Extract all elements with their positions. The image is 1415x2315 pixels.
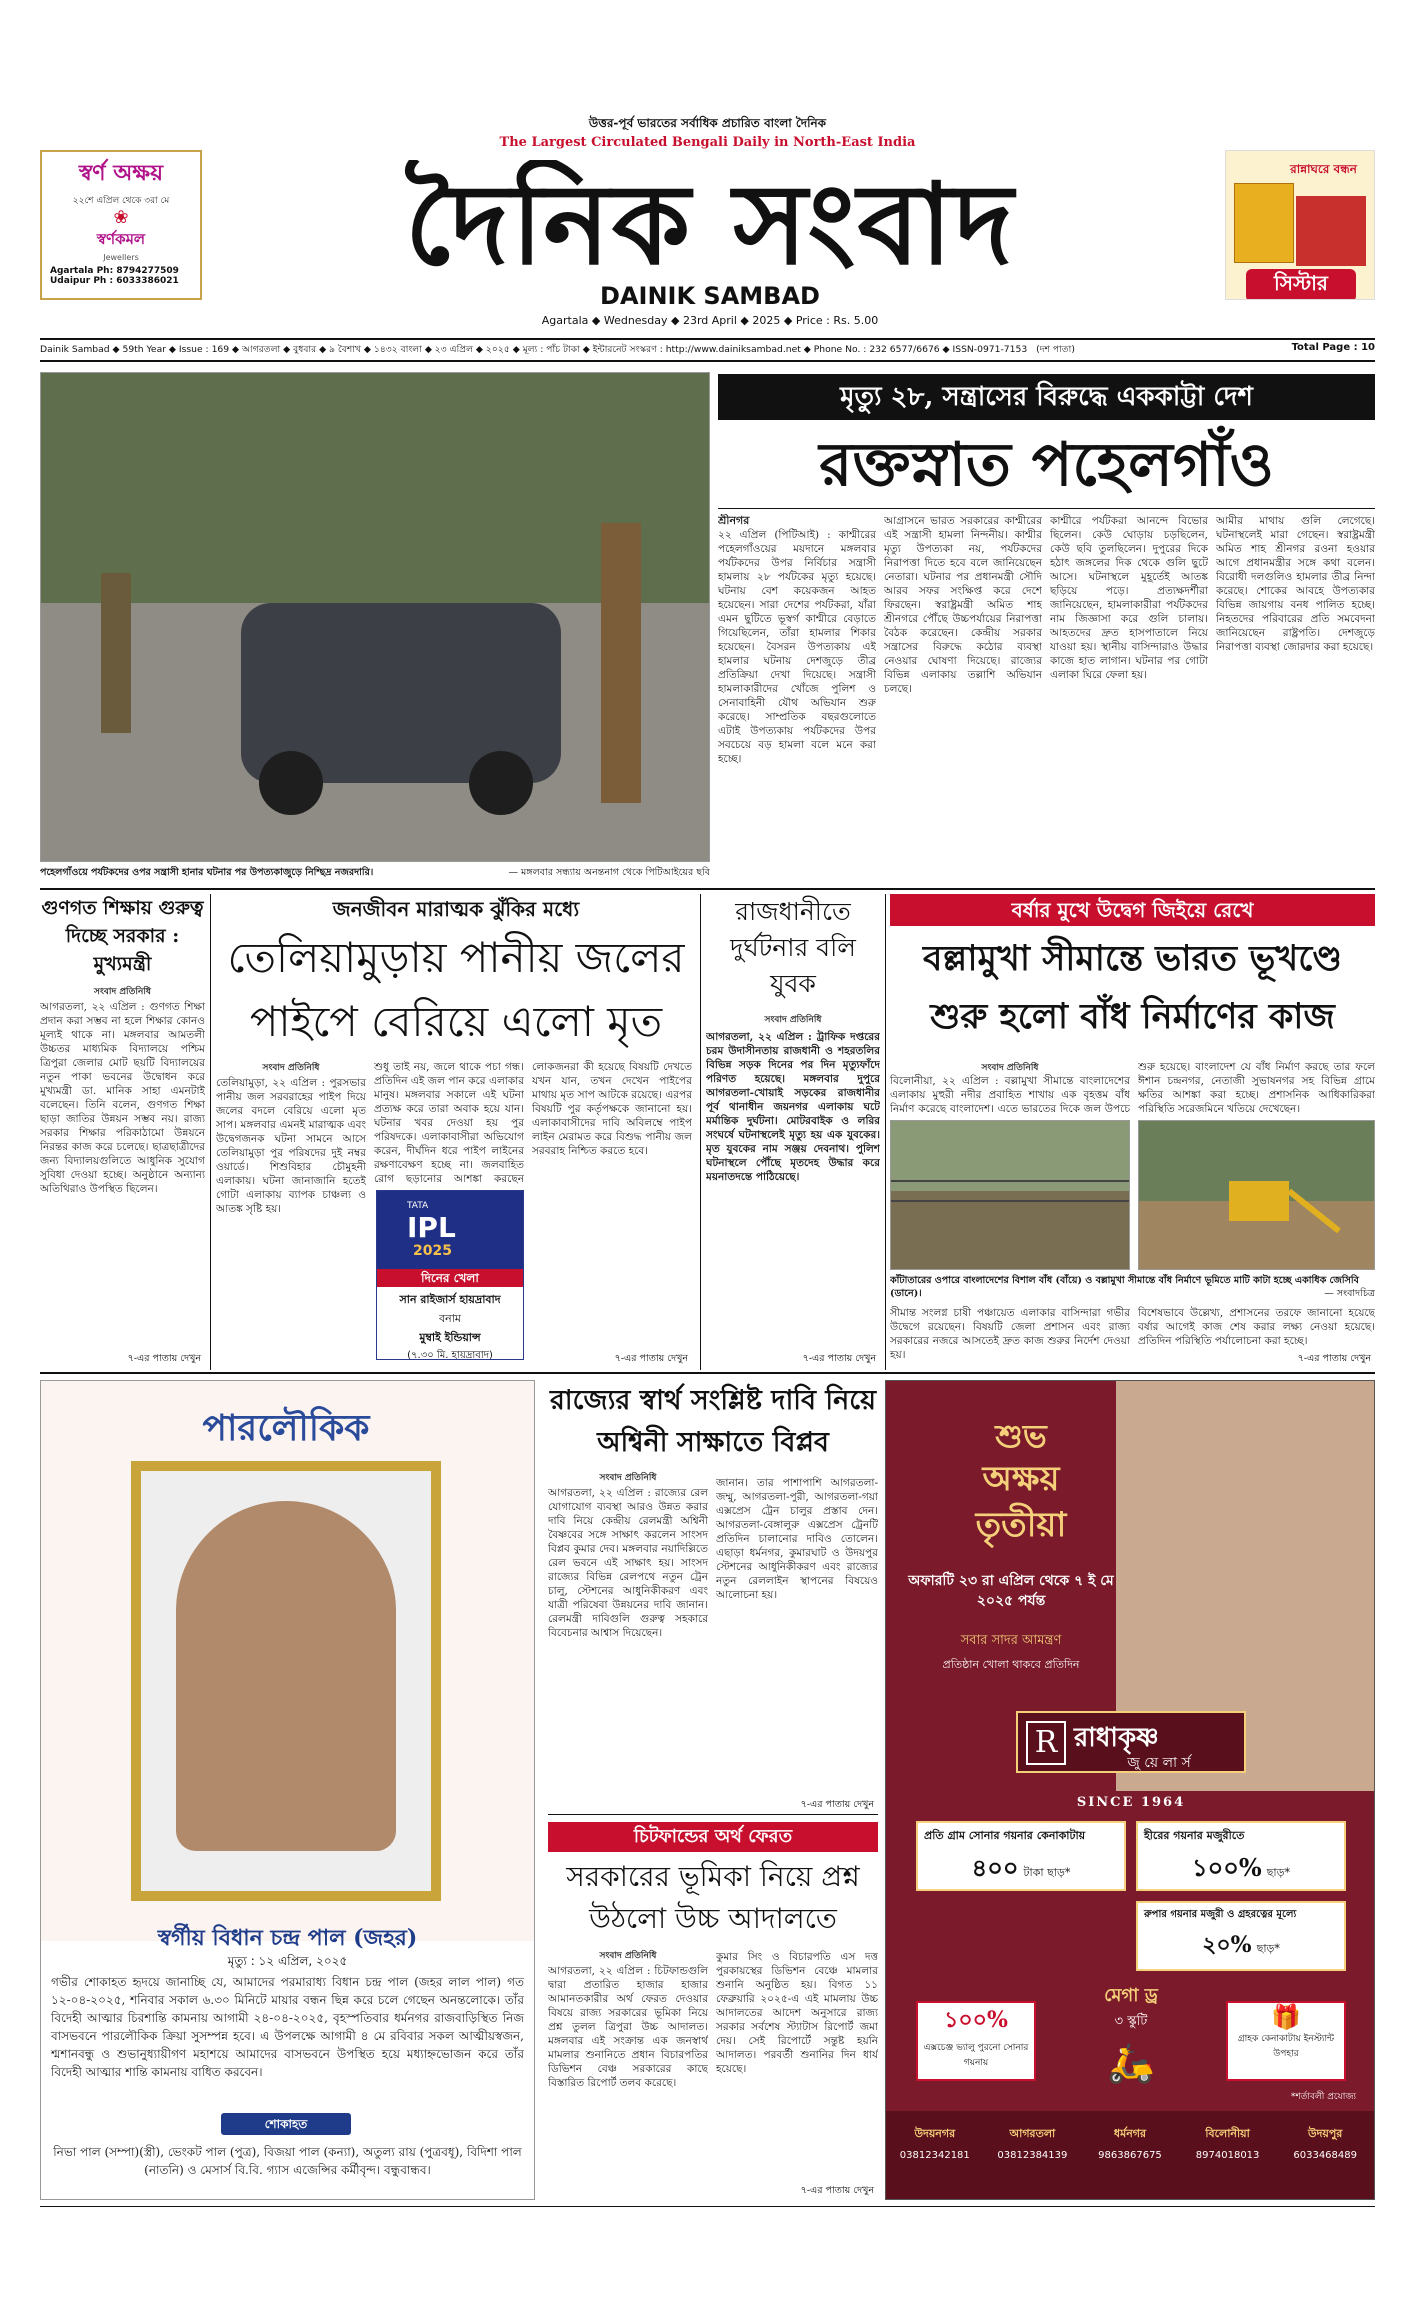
offer1-value: ৪০০ — [971, 1853, 1019, 1882]
left-ad-title: স্বর্ণ অক্ষয় — [78, 160, 164, 186]
branch-phone: 03812342181 — [899, 2150, 970, 2161]
edu-jump[interactable]: ৭-এর পাতায় দেখুন — [127, 1353, 201, 1364]
obituary-mourners: নিভা পাল (সম্পা)(স্ত্রী), ভেংকট পাল (পুত্র), বিজয়া পাল (কন্যা), অতুল্য রায় (পুত্রবধূ), বিদিশা পাল (নাতনি) ও মেসার্স বি.বি. গ্যাস এজেন্সির কর্মীবৃন্দ। বন্ধুবান্ধব। — [53, 2145, 522, 2177]
branch-phone: 03812384139 — [997, 2150, 1068, 2161]
jewel-offer: অফারটি ২৩ রা এপ্রিল থেকে ৭ ই মে ২০২৫ পর্যন্ত — [908, 1573, 1114, 1609]
branch-phone: 9863867675 — [1098, 2150, 1162, 2161]
lead-column-1 — [718, 514, 876, 884]
offer1-label: প্রতি গ্রাম সোনার গয়নার কেনাকাটায় — [924, 1829, 1086, 1842]
brand-logo-icon: R — [1026, 1721, 1066, 1765]
jewel-brand: রাধাকৃষ্ণ — [1074, 1723, 1159, 1753]
masthead-title-english: DAINIK SAMBAD — [600, 282, 820, 310]
left-ad-phone-1: Agartala Ph: 8794277509 — [50, 266, 179, 276]
exchange-value: ১০০% — [944, 2007, 1008, 2033]
spice-pack-image — [1234, 183, 1294, 263]
total-pages: Total Page : 10 — [1291, 342, 1375, 353]
gift-badge — [1226, 2001, 1346, 2081]
lead-body-1: ২২ এপ্রিল (পিটিআই) : কাশ্মীরের পহেলগাঁওয়ের ময়দানে মঙ্গলবার পর্যটকদের উপর নির্বিচার সন্ত্রাসী হামলায় ২৮ পর্যটকের মৃত্যু হয়েছে। ঘটনায় বেশ কয়েকজন আহত হয়েছেন। সারা দেশের পর্যটকরা, যাঁরা এমন ছুটিতে ভূস্বর্গ কাশ্মীরে বেড়াতে গিয়েছিলেন, তাঁরা হামলার শিকার হয়েছেন। বৈসরন উপত্যকায় এই হামলার ঘটনায় দেশজুড়ে তীব্র প্রতিক্রিয়া দেখা দিয়েছে। সন্ত্রাসী হামলাকারীদের খোঁজে পুলিশ ও সেনাবাহিনী যৌথ অভিযান শুরু করেছে। সাম্প্রতিক বছরগুলোতে এটাই উপত্যকায় পর্যটকদের উপর সবচেয়ে বড় হামলা বলে মনে করা হচ্ছে। — [718, 529, 876, 765]
rail-jump[interactable]: ৭-এর পাতায় দেখুন — [800, 1799, 874, 1810]
chitfund-jump[interactable]: ৭-এর পাতায় দেখুন — [800, 2185, 874, 2196]
photo-caption-text: পহেলগাঁওয়ে পর্যটকদের ওপর সন্ত্রাসী হানার ঘটনার পর উপত্যকাজুড়ে নিশ্ছিদ্র নজরদারি। — [40, 867, 374, 878]
offer-box-1 — [916, 1821, 1126, 1891]
tagline-english: The Largest Circulated Bengali Daily in North-East India — [499, 135, 916, 150]
ipl-logo — [377, 1191, 523, 1269]
border-kicker: বর্ষার মুখে উদ্বেগ জিইয়ে রেখে — [890, 894, 1375, 926]
ipl-time: (৭.৩০ মি. হায়দ্রাবাদ) — [407, 1350, 493, 1360]
branch-item — [1276, 2125, 1374, 2161]
offer3-unit: ছাড়* — [1256, 1942, 1280, 1955]
edition-line: Agartala ◆ Wednesday ◆ 23rd April ◆ 2025 ◆ Price : Rs. 5.00 — [541, 314, 879, 327]
lead-photo-scene — [41, 373, 710, 862]
right-ad-slogan: রান্নাঘরে বন্ধন — [1290, 162, 1357, 176]
obituary-box — [40, 1380, 535, 2200]
branch-item — [1179, 2125, 1277, 2161]
branch-name: উদয়পুর — [1308, 2127, 1343, 2140]
lead-place: শ্রীনগর — [718, 514, 750, 527]
capital-body: আগরতলা, ২২ এপ্রিল : ট্রাফিক দপ্তরের চরম উদাসীনতায় রাজধানী ও শহরতলির বিভিন্ন সড়ক দিনের পর দিন মৃত্যুফাঁদে পরিণত হয়েছে। মঙ্গলবার দুপুরে আগরতলা-খোয়াই সড়কের রাজধানীর পূর্ব থানাধীন জয়নগর এলাকায় ঘটে মর্মান্তিক দুর্ঘটনা। মোটরবাইক ও লরির সংঘর্ষে ঘটনাস্থলেই মৃত্যু হয় এক যুবকের। মৃত যুবকের নাম সঞ্জয় দেবনাথ। পুলিশ ঘটনাস্থলে পৌঁছে মৃতদেহ উদ্ধার করে ময়নাতদন্তে পাঠিয়েছে। — [706, 1031, 880, 1183]
edu-byline: সংবাদ প্রতিনিধি — [94, 987, 151, 997]
border-photo-left — [890, 1120, 1130, 1270]
scooter-icon: 🛵 — [1107, 2041, 1155, 2085]
capital-jump[interactable]: ৭-এর পাতায় দেখুন — [802, 1353, 876, 1364]
infobar-bottom-rule — [40, 360, 1375, 362]
ipl-sponsor: TATA — [407, 1201, 429, 1211]
gift-label: গ্রাহক কেনাকাটায় ইনস্ট্যান্ট উপহার — [1237, 2034, 1335, 2059]
infobar-pages-bengali: (দশ পাতা) — [1036, 344, 1075, 355]
lead-body-3: কাশ্মীরে পর্যটকরা আনন্দে বিভোর ছিলেন। কেউ ঘোড়ায় চড়ছিলেন, কেউ ছবি তুলছিলেন। দুপুরের দিকে হঠাৎ জঙ্গলের দিক থেকে গুলি ছুটে আসে। ঘটনাস্থলে মুহূর্তেই আতঙ্ক ছড়িয়ে পড়ে। প্রত্যক্ষদর্শীরা জানিয়েছেন, হামলাকারীরা পর্যটকদের নাম জিজ্ঞাসা করে গুলি চালায়। আহতদের দ্রুত হাসপাতালে নিয়ে যাওয়া হয়। স্থানীয় বাসিন্দারাও উদ্ধার কাজে হাত লাগান। ঘটনার পর গোটা এলাকা ঘিরে ফেলা হয়। — [1050, 515, 1208, 681]
branch-item — [886, 2125, 984, 2161]
mega-draw-sub: ৩ স্কুটি — [1114, 2014, 1148, 2029]
tagline-bengali: উত্তর-পূর্ব ভারতের সর্বাধিক প্রচারিত বাংলা দৈনিক — [588, 116, 827, 130]
offer-box-3 — [1136, 1901, 1346, 1971]
border-photo-right — [1138, 1120, 1375, 1270]
snake-kicker: জনজীবন মারাত্মক ঝুঁকির মধ্যে — [332, 897, 580, 921]
border-col-3: সীমান্ত সংলগ্ন চাষী পঞ্চায়েত এলাকার বাসিন্দারা গভীর উদ্বেগে রয়েছেন। বিষয়টি জেলা প্রশাসন এবং রাজ্য সরকারের নজরে আসতেই দ্রুত কাজ শুরুর নির্দেশ দেওয়া হয়। — [890, 1307, 1130, 1361]
offer3-value: ২০% — [1202, 1932, 1252, 1958]
snake-col-3: লোকজনরা কী হয়েছে বিষয়টি দেখতে যখন যান, তখন দেখেন পাইপের মাথায় মৃত সাপ আটকে রয়েছে। এরপর বিষয়টি পুর কর্তৃপক্ষকে জানানো হয়। এলাকাবাসীদের দাবি অবিলম্বে পাইপ লাইন মেরামত করে বিশুদ্ধ পানীয় জল সরবরাহ নিশ্চিত করতে হবে। — [532, 1061, 692, 1157]
jewel-terms: *শর্তাবলী প্রযোজ্য — [1290, 2092, 1356, 2102]
photo-credit: — মঙ্গলবার সন্ধ্যায় অনন্তনাগ থেকে পিটিআইয়ের ছবি — [508, 867, 710, 878]
border-jump[interactable]: ৭-এর পাতায় দেখুন — [1297, 1353, 1371, 1364]
capital-headline: রাজধানীতে দুর্ঘটনার বলি যুবক — [730, 897, 856, 998]
branch-name: আগরতলা — [1009, 2127, 1056, 2140]
branch-name: ধর্মনগর — [1113, 2127, 1147, 2140]
border-col-4: বিশেষভাবে উল্লেখ্য, প্রশাসনের তরফে জানানো হয়েছে বর্ষার আগেই কাজ শেষ করার লক্ষ্য নেওয়া হয়েছে। প্রতিদিন পরিস্থিতি পর্যালোচনা করা হচ্ছে। — [1138, 1307, 1375, 1347]
snake-col-2: শুধু তাই নয়, জলে থাকে পচা গন্ধ। প্রতিদিন এই জল পান করে এলাকার মানুষ। মঙ্গলবার সকালে এই ঘটনা প্রত্যক্ষ করে তারা অবাক হয়ে যান। ঘটনার খবর দেওয়া হয় পুর পরিষদকে। এলাকাবাসীরা অভিযোগ করেন, দীর্ঘদিন ধরে পাইপ লাইনের রক্ষণাবেক্ষণ হচ্ছে না। জলবাহিত রোগ ছড়ানোর আশঙ্কা করছেন — [374, 1061, 524, 1185]
lead-column-3 — [1050, 514, 1208, 884]
chitfund-kicker: চিটফান্ডের অর্থ ফেরত — [548, 1822, 878, 1852]
obituary-name: স্বর্গীয় বিধান চন্দ্র পাল (জহর) — [157, 1925, 418, 1951]
portrait-frame — [131, 1461, 441, 1901]
lead-column-4 — [1216, 514, 1375, 884]
footer-rule — [40, 2206, 1375, 2207]
infobar — [40, 342, 1375, 360]
jewel-open: প্রতিষ্ঠান খোলা থাকবে প্রতিদিন — [942, 1658, 1080, 1671]
border-caption-text: কাঁটাতারের ওপারে বাংলাদেশের বিশাল বাঁধ (বাঁয়ে) ও বল্লামুখা সীমান্তে বাঁধ নির্মাণে ভূমিতে মাটি কাটা হচ্ছে একাধিক জেসিবি (ডানে)। — [890, 1275, 1359, 1299]
offer2-unit: ছাড়* — [1266, 1866, 1290, 1879]
offer2-label: হীরের গয়নার মজুরীতে — [1144, 1829, 1245, 1842]
left-ad-brand-sub: Jewellers — [103, 253, 139, 262]
right-ad-brand: সিস্টার — [1246, 269, 1356, 300]
branch-name: বিলোনীয়া — [1205, 2127, 1250, 2140]
offer3-label: রুপার গয়নার মজুরী ও গ্রহরত্নের মূল্যে — [1144, 1909, 1297, 1920]
lead-column-2 — [884, 514, 1042, 884]
obituary-body: গভীর শোকাহত হৃদয়ে জানাচ্ছি যে, আমাদের পরমারাধ্য বিধান চন্দ্র পাল (জহর লাল পাল) গত ১২-০৪-২০২৫, শনিবার সকাল ৬.৩০ মিনিটে মায়ার বন্ধন ছিন্ন করে চলে গেছেন অনন্তলোকে। তাঁর বিদেহী আত্মার চিরশান্তি কামনায় আগামী ২৪-০৪-২০২৫, বৃহস্পতিবার ধর্মনগর রাজবাড়িস্থিত নিজ বাসভবনে পারলৌকিক ক্রিয়া সুসম্পন্ন হবে। এ উপলক্ষে আগামী ৪ মে রবিবার সকল আত্মীয়স্বজন, শ্মশানবন্ধু ও শুভানুধ্যায়ীগণ মহাশয়ে আমাদের বাসভবনে উপস্থিত হয়ে মধ্যাহ্নভোজন করে তাঁর বিদেহী আত্মার শান্তি কামনায় বাধিত করবেন। — [51, 1975, 524, 2079]
left-ad-sub: ২২শে এপ্রিল থেকে ৩রা মে — [72, 196, 170, 206]
gift-icon: 🎁 — [1271, 2003, 1301, 2031]
ipl-today: দিনের খেলা — [377, 1269, 523, 1287]
infobar-top-rule — [40, 338, 1375, 340]
snake-right-rule — [700, 894, 701, 1370]
obituary-title: পারলৌকিক — [202, 1407, 370, 1449]
offer-box-2 — [1136, 1821, 1346, 1891]
branch-phone: 6033468489 — [1293, 2150, 1357, 2161]
left-ad-brand: স্বর্ণকমল — [96, 230, 146, 248]
left-ear-ad — [40, 150, 202, 300]
ipl-team-1: সান রাইজার্স হায়দ্রাবাদ — [399, 1293, 501, 1306]
border-credit: — সংবাদচিত্র — [1324, 1288, 1375, 1299]
masthead-title: দৈনিক সংবাদ — [404, 160, 1016, 290]
offer1-unit: টাকা ছাড়* — [1023, 1866, 1071, 1879]
capital-right-rule — [885, 894, 886, 1370]
ipl-vs: বনাম — [439, 1312, 461, 1325]
rail-byline: সংবাদ প্রতিনিধি — [599, 1473, 657, 1483]
rail-col-1: আগরতলা, ২২ এপ্রিল : রাজ্যের রেল যোগাযোগ ব্যবস্থা আরও উন্নত করার দাবি নিয়ে কেন্দ্রীয় রেলমন্ত্রী অশ্বিনী বৈষ্ণবের সঙ্গে সাক্ষাৎ করলেন সাংসদ বিপ্লব কুমার দেব। মঙ্গলবার নয়াদিল্লিতে রেল ভবনে এই সাক্ষাৎ হয়। সাংসদ রাজ্যের বিভিন্ন রেলপথে নতুন ট্রেন চালু, স্টেশনের আধুনিকীকরণ এবং যাত্রী পরিষেবা উন্নয়নের দাবি জানান। রেলমন্ত্রী দাবিগুলি গুরুত্ব সহকারে বিবেচনার আশ্বাস দিয়েছেন। — [548, 1487, 708, 1639]
jewel-title-3: তৃতীয়া — [975, 1505, 1067, 1545]
jewellery-ad — [885, 1380, 1375, 2200]
lead-photo — [40, 372, 710, 862]
branch-phone: 8974018013 — [1195, 2150, 1260, 2161]
spice-pack-image-2 — [1296, 196, 1366, 266]
border-byline: সংবাদ প্রতিনিধি — [981, 1063, 1039, 1073]
mega-draw — [1056, 1981, 1206, 2101]
chitfund-col-2: কুমার সিং ও বিচারপতি এস দত্ত পুরকায়স্থের ডিভিশন বেঞ্চে মামলার শুনানি অনুষ্ঠিত হয়। বিগত ১১ ফেব্রুয়ারি ২০২৫-এ এই মামলায় উচ্চ আদালতের আদেশ অনুসারে রাজ্য সরকার সর্বশেষ স্ট্যাটাস রিপোর্ট জমা দেয়। সেই রিপোর্টে সন্তুষ্ট হয়নি আদালত। পরবর্তী শুনানির দিন ধার্য হয়েছে। — [716, 1951, 878, 2075]
snake-jump[interactable]: ৭-এর পাতায় দেখুন — [614, 1353, 688, 1364]
lead-headline-rule — [718, 508, 1375, 509]
edu-headline: গুণগত শিক্ষায় গুরুত্ব দিচ্ছে সরকার : মুখ্যমন্ত্রী — [41, 897, 204, 975]
chitfund-col-1: আগরতলা, ২২ এপ্রিল : চিটফান্ডগুলি দ্বারা প্রতারিত হাজার হাজার আমানতকারীর অর্থ ফেরত দেওয়ার বিষয়ে রাজ্য সরকারের ভূমিকা নিয়ে প্রশ্ন তুলল ত্রিপুরা উচ্চ আদালত। মঙ্গলবার এই সংক্রান্ত এক জনস্বার্থ মামলার শুনানিতে প্রধান বিচারপতির ডিভিশন বেঞ্চ সরকারের কাছে বিস্তারিত রিপোর্ট তলব করেছে। — [548, 1965, 708, 2089]
obituary-mourners-label: শোকাহত — [221, 2113, 351, 2135]
exchange-badge — [916, 2001, 1036, 2081]
snake-col-1: তেলিয়ামুড়া, ২২ এপ্রিল : পুরসভার পানীয় জল সরবরাহের পাইপ দিয়ে জলের বদলে বেরিয়ে এলো মৃত সাপ। মঙ্গলবার এমনই মারাত্মক এবং উদ্বেগজনক ঘটনা সামনে আসে তেলিয়ামুড়া পুর পরিষদের দুই নম্বর ওয়ার্ডে। শিশুবিহার চৌমুহনী এলাকায়। ঘটনা জানাজানি হতেই গোটা এলাকায় ব্যাপক চাঞ্চল্য ও আতঙ্ক সৃষ্টি হয়। — [216, 1077, 366, 1215]
mega-draw-label: মেগা ড্র — [1104, 1985, 1158, 2006]
portrait-photo — [176, 1501, 396, 1851]
lead-kicker: মৃত্যু ২৮, সন্ত্রাসের বিরুদ্ধে এককাট্টা দেশ — [718, 374, 1375, 420]
edu-right-rule — [210, 894, 211, 1370]
jewel-brand-sub: জু য়ে লা র্স — [1127, 1755, 1191, 1771]
jewel-welcome: সবার সাদর আমন্ত্রণ — [960, 1633, 1062, 1648]
jewel-since: SINCE 1964 — [1076, 1795, 1186, 1810]
right-ear-ad — [1225, 150, 1375, 300]
rail-col-2: জানান। তার পাশাপাশি আগরতলা-জম্মু, আগরতলা-পুরী, আগরতলা-গয়া এক্সপ্রেস ট্রেন চালুর প্রস্তাব দেন। আগরতলা-বেঙ্গালুরু এক্সপ্রেস ট্রেনটি প্রতিদিন চালানোর দাবিও তোলেন। এছাড়া ধর্মনগর, কুমারঘাট ও উদয়পুর স্টেশনের আধুনিকীকরণ এবং রাজ্যের নতুন রেললাইন স্থাপনের বিষয়েও আলোচনা হয়। — [716, 1477, 878, 1601]
lead-body-2: আগ্রাসনে ভারত সরকারের কাশ্মীরের এই সন্ত্রাসী হামলা নিন্দনীয়। কাশ্মীর মৃত্যু উপত্যকা নয়, পর্যটকদের নিরাপত্তা দিতে হবে বলে জানিয়েছেন নেতারা। ঘটনার পর প্রধানমন্ত্রী সৌদি আরব সফর সংক্ষিপ্ত করে দেশে ফিরছেন। স্বরাষ্ট্রমন্ত্রী অমিত শাহ শ্রীনগরে পৌঁছে উচ্চপর্যায়ের নিরাপত্তা বৈঠক করেছেন। কেন্দ্রীয় সরকার সন্ত্রাসের বিরুদ্ধে কঠোর ব্যবস্থা নেওয়ার ঘোষণা দিয়েছে। রাজ্যের বিভিন্ন এলাকায় তল্লাশি অভিযান চলছে। — [884, 515, 1042, 695]
border-caption — [890, 1274, 1375, 1302]
excavator-scene — [1139, 1121, 1375, 1270]
fence-scene — [891, 1121, 1130, 1270]
jewel-brand-box — [1016, 1711, 1246, 1773]
row2-bottom-rule — [40, 1372, 1375, 1374]
lead-body-4: আমীর মাথায় গুলি লেগেছে। ঘটনাস্থলেই মারা গেছেন। স্বরাষ্ট্রমন্ত্রী অমিত শাহ শ্রীনগর রওনা হওয়ার আগে প্রধানমন্ত্রীর সঙ্গে কথা বলেন। বিরোধী দলগুলিও হামলার তীব্র নিন্দা করেছে। শোকের আবহে উপত্যকার বিভিন্ন জায়গায় বনধ পালিত হচ্ছে। নিহতদের পরিবারের প্রতি সমবেদনা জানিয়েছেন রাষ্ট্রপতি। দেশজুড়ে নিরাপত্তা ব্যবস্থা জোরদার করা হয়েছে। — [1216, 515, 1375, 653]
lead-photo-caption — [40, 866, 710, 882]
rail-bottom-rule — [548, 1814, 878, 1815]
border-col-1: বিলোনীয়া, ২২ এপ্রিল : বল্লামুখা সীমান্তে বাংলাদেশের এলাকায় মুহুরী নদীর প্রবাহিত শাখায় এক বৃহত্তম বাঁধ নির্মাণ করেছে বাংলাদেশ। এতে ভারতের দিকে জল উপচে — [890, 1075, 1130, 1115]
branch-item — [1081, 2125, 1179, 2161]
jewel-title-1: শুভ — [995, 1417, 1047, 1455]
infobar-details: Dainik Sambad ◆ 59th Year ◆ Issue : 169 ◆ আগরতলা ◆ বুধবার ◆ ৯ বৈশাখ ◆ ১৪৩২ বাংলা ◆ ২৩ এপ্রিল ◆ ২০২৫ ◆ মূল্য : পাঁচ টাকা ◆ ইন্টারনেট সংস্করণ : http://www.dainiksambad.net ◆ Phone No. : 232 6577/6676 ◆ ISSN-0971-7153 — [40, 344, 1028, 355]
obituary-died: মৃত্যু : ১২ এপ্রিল, ২০২৫ — [227, 1954, 348, 1968]
branch-strip — [886, 2111, 1374, 2199]
left-ad-phone-2: Udaipur Ph : 6033386021 — [50, 276, 179, 286]
branch-item — [984, 2125, 1082, 2161]
exchange-label: এক্সচেঞ্জ ভ্যালু পুরনো সোনার গয়নায় — [923, 2043, 1029, 2068]
row1-bottom-rule — [40, 888, 1375, 890]
jewel-title-2: অক্ষয় — [982, 1459, 1060, 1499]
edu-body: আগরতলা, ২২ এপ্রিল : গুণগত শিক্ষা প্রদান করা সম্ভব না হলে শিক্ষার কোনও মূল্যই থাকে না। মঙ্গলবার আমতলী উচ্চতর মাধ্যমিক বিদ্যালয়ে পশ্চিম ত্রিপুরা জেলার মোট ছয়টি বিদ্যালয়ের নতুন পাকা ভবনের উদ্বোধন করে মুখ্যমন্ত্রী ডা. মানিক সাহা এমনটাই বলেছেন। তিনি বলেন, গুণগত শিক্ষা ছাড়া জাতির উন্নয়ন সম্ভব নয়। রাজ্য সরকার শিক্ষার পরিকাঠামো উন্নয়নে নিরন্তর কাজ করে চলেছে। ছাত্রছাত্রীদের জন্য বিদ্যালয়গুলিতে আধুনিক সুযোগ সুবিধা দেওয়া হচ্ছে। অনুষ্ঠানে অন্যান্য অতিথিরাও উপস্থিত ছিলেন। — [40, 1001, 205, 1195]
branch-name: উদয়নগর — [914, 2127, 956, 2140]
border-headline: বল্লামুখা সীমান্তে ভারত ভূখণ্ডে শুরু হলো বাঁধ নির্মাণের কাজ — [922, 938, 1343, 1037]
border-col-2: শুরু হয়েছে। বাংলাদেশ যে বাঁধ নির্মাণ করছে তার ফলে ঈশান চন্দ্রনগর, নেতাজী সুভাষনগর সহ বিভিন্ন গ্রামে ক্ষতির আশঙ্কা করা হচ্ছে। প্রশাসনিক আধিকারিকরা পরিস্থিতি সরেজমিনে খতিয়ে দেখেছেন। — [1138, 1061, 1375, 1115]
lead-headline: রক্তস্নাত পহেলগাঁও — [819, 430, 1274, 500]
ipl-box — [376, 1190, 524, 1360]
offer2-value: ১০০% — [1192, 1853, 1262, 1882]
capital-byline: সংবাদ প্রতিনিধি — [764, 1015, 822, 1025]
ipl-team-2: মুম্বাই ইন্ডিয়ান্স — [419, 1331, 481, 1344]
snake-byline: সংবাদ প্রতিনিধি — [262, 1063, 320, 1073]
chitfund-headline: সরকারের ভূমিকা নিয়ে প্রশ্ন উঠলো উচ্চ আদালতে — [566, 1860, 860, 1935]
chitfund-byline: সংবাদ প্রতিনিধি — [599, 1951, 657, 1961]
ipl-year: 2025 — [413, 1243, 452, 1259]
lotus-icon: ❀ — [113, 207, 129, 228]
snake-headline: তেলিয়ামুড়ায় পানীয় জলের পাইপে বেরিয়ে এলো মৃত — [227, 933, 685, 1046]
ipl-name: IPL — [407, 1211, 456, 1244]
rail-headline: রাজ্যের স্বার্থ সংশ্লিষ্ট দাবি নিয়ে অশ্বিনী সাক্ষাতে বিপ্লব — [549, 1385, 877, 1458]
